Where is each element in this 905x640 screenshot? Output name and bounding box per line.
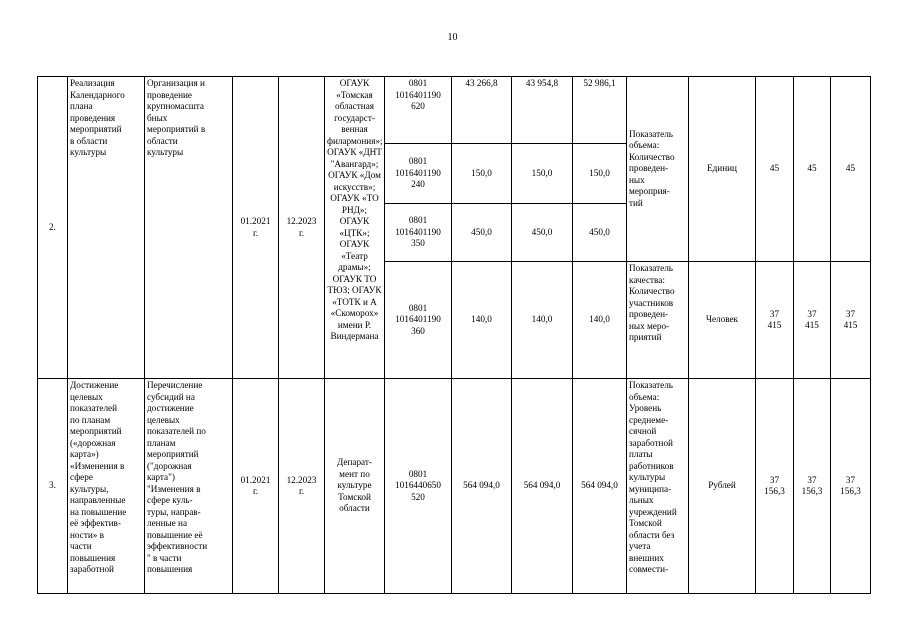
indicator-year-1: 37 415 — [756, 262, 794, 379]
indicator-unit: Единиц — [689, 77, 756, 262]
funding-year-1: 43 266,8 — [452, 77, 512, 144]
start-date: 01.2021 г. — [233, 77, 279, 379]
indicator-year-2: 45 — [794, 77, 831, 262]
end-date: 12.2023 г. — [279, 77, 325, 379]
indicator-year-2: 37 415 — [794, 262, 831, 379]
funding-year-3: 52 986,1 — [573, 77, 627, 144]
activity-content: Организация и проведение крупномасшта бных мероприятий в области культуры — [145, 77, 233, 379]
executor: ОГАУК «Томская областная государст- венная филармония»; ОГАУК «ДНТ "Авангард»; ОГАУК «Дом искусств»; ОГАУК «ТО РНД»; ОГАУК «ЦТК»; ОГАУК «Театр драмы»; ОГАУК ТО ТЮЗ; ОГАУК «ТОТК и А «Скоморох» имени Р. Виндермана — [325, 77, 385, 379]
program-activities-table — [37, 76, 871, 594]
budget-code: 0801 1016401190 620 — [385, 77, 452, 144]
executor: Депарат- мент по культуре Томской области — [325, 379, 385, 594]
budget-code: 0801 1016401190 240 — [385, 144, 452, 204]
start-date: 01.2021 г. — [233, 379, 279, 594]
indicator-name: Показатель качества: Количество участников проведен- ных меро- приятий — [627, 262, 689, 379]
funding-year-1: 150,0 — [452, 144, 512, 204]
funding-year-2: 140,0 — [512, 262, 573, 379]
funding-year-2: 450,0 — [512, 204, 573, 262]
activity-content: Перечисление субсидий на достижение целевых показателей по планам мероприятий ("дорожная карта") "Изменения в сфере куль- туры, направ- ленные на повышение её эффективности " в части повышения — [147, 380, 208, 574]
funding-year-3: 450,0 — [573, 204, 627, 262]
table-row — [38, 379, 871, 594]
funding-year-2: 43 954,8 — [512, 77, 573, 144]
activity-name: Реализация Календарного плана проведения мероприятий в области культуры — [68, 77, 145, 379]
indicator-unit: Человек — [689, 262, 756, 379]
indicator-year-3: 45 — [831, 77, 871, 262]
indicator-year-3: 37 415 — [831, 262, 871, 379]
indicator-year-2: 37 156,3 — [794, 379, 831, 594]
indicator-year-3: 37 156,3 — [831, 379, 871, 594]
funding-year-2: 564 094,0 — [512, 379, 573, 594]
indicator-year-1: 37 156,3 — [756, 379, 794, 594]
activity-name: Достижение целевых показателей по планам мероприятий («дорожная карта») «Изменения в сфере культуры, направленные на повышение её эффектив- ности» в части повышения заработной — [70, 380, 127, 574]
budget-code: 0801 1016401190 350 — [385, 204, 452, 262]
row-number: 2. — [38, 77, 68, 379]
funding-year-1: 564 094,0 — [452, 379, 512, 594]
funding-year-3: 140,0 — [573, 262, 627, 379]
indicator-name: Показатель объема: Уровень среднеме- сячной заработной платы работников культуры муниципа- льных учреждений Томской области без учета внешних совмести- — [629, 380, 677, 574]
funding-year-1: 140,0 — [452, 262, 512, 379]
budget-code: 0801 1016401190 360 — [385, 262, 452, 379]
funding-year-2: 150,0 — [512, 144, 573, 204]
budget-code: 0801 1016440650 520 — [385, 379, 452, 594]
table-row — [38, 77, 871, 144]
end-date: 12.2023 г. — [279, 379, 325, 594]
funding-year-1: 450,0 — [452, 204, 512, 262]
page-number: 10 — [447, 32, 458, 43]
row-number: 3. — [38, 379, 68, 594]
funding-year-3: 150,0 — [573, 144, 627, 204]
funding-year-3: 564 094,0 — [573, 379, 627, 594]
indicator-name: Показатель объема: Количество проведен- ных мероприя- тий — [627, 77, 689, 262]
indicator-unit: Рублей — [689, 379, 756, 594]
indicator-year-1: 45 — [756, 77, 794, 262]
